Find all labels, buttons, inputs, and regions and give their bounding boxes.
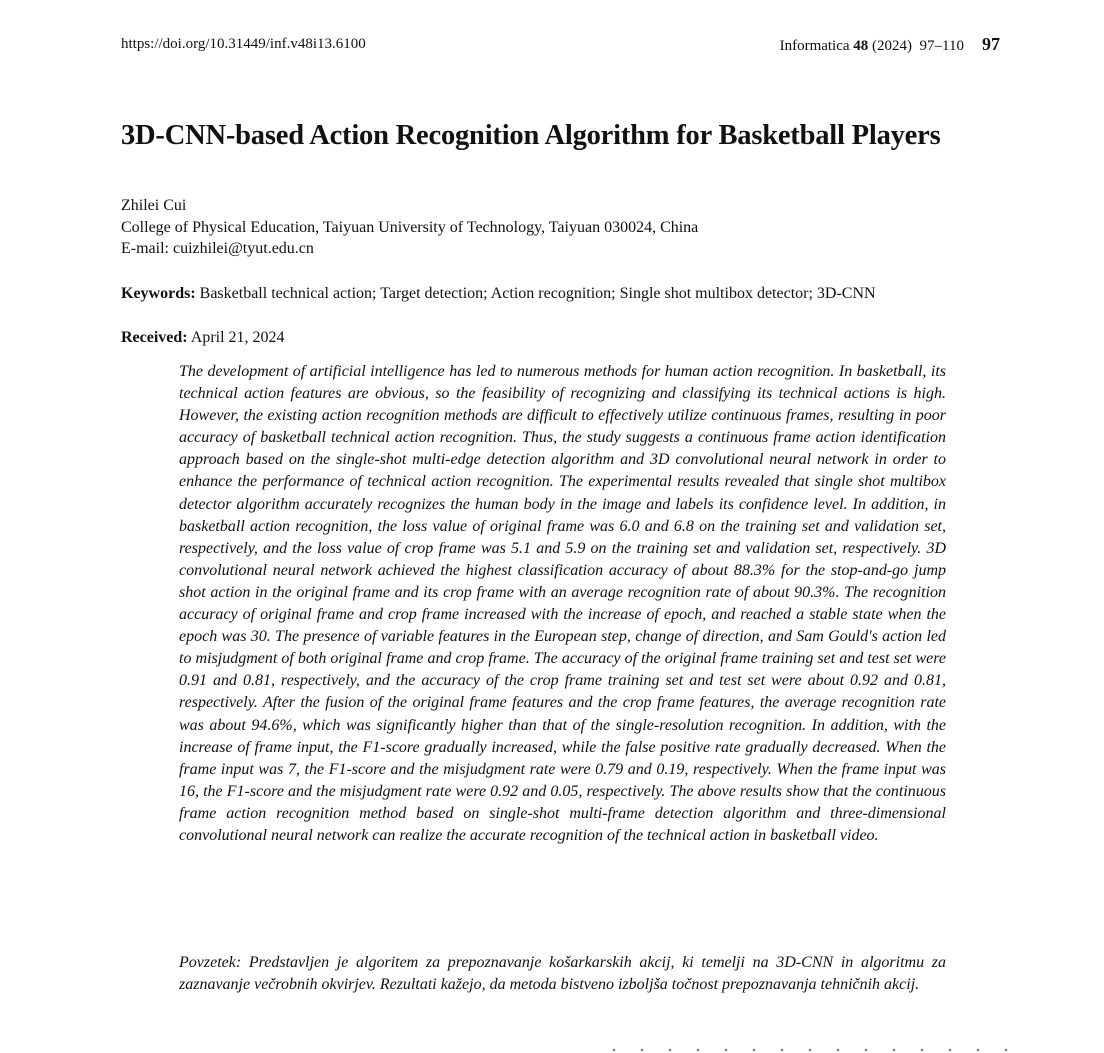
journal-volume: 48 (853, 38, 869, 54)
doi-link[interactable]: https://doi.org/10.31449/inf.v48i13.6100 (121, 36, 366, 52)
abstract: The development of artificial intelligence has led to numerous methods for human action recognition. In basketball, its technical action features are obvious, so the feasibility of recognizing and classifying its technical actions is high. However, the existing action recognition methods are difficult to effectively utilize continuous frames, resulting in poor accuracy of basketball technical action recognition. Thus, the study suggests a continuous frame action identification approach based on the single-shot multi-edge detection algorithm and 3D convolutional neural network in order to enhance the performance of technical action recognition. The experimental results revealed that single shot multibox detector algorithm accurately recognizes the human body in the image and labels its confidence level. In addition, in basketball action recognition, the loss value of original frame was 6.0 and 6.8 on the training set and validation set, respectively, and the loss value of crop frame was 5.1 and 5.9 on the training set and validation set, respectively. 3D convolutional neural network achieved the highest classification accuracy of about 88.3% for the stop-and-go jump shot action in the original frame and its crop frame with an average recognition rate of about 90.3%. The recognition accuracy of original frame and crop frame increased with the increase of epoch, and reached a stable state when the epoch was 30. The presence of variable features in the European step, change of direction, and Sam Gould's action led to misjudgment of both original frame and crop frame. The accuracy of the original frame training set and test set were 0.91 and 0.81, respectively, and the accuracy of the crop frame training set and test set were about 0.92 and 0.81, respectively. After the fusion of the original frame features and the crop frame features, the average recognition rate was about 94.6%, which was significantly higher than that of the single-resolution recognition. In addition, with the increase of frame input, the F1-score gradually increased, while the false positive rate gradually decreased. When the frame input was 7, the F1-score and the misjudgment rate were 0.79 and 0.19, respectively. When the frame input was 16, the F1-score and the misjudgment rate were 0.92 and 0.05, respectively. The above results show that the continuous frame action recognition method based on single-shot multi-frame detection algorithm and three-dimensional convolutional neural network can realize the accurate recognition of the technical action in basketball video. (179, 363, 946, 844)
author-name: Zhilei Cui (121, 197, 187, 214)
journal-pages: 97–110 (919, 38, 964, 54)
author-affiliation: College of Physical Education, Taiyuan University of Technology, Taiyuan 030024, China (121, 218, 699, 236)
received-date: April 21, 2024 (190, 329, 285, 346)
received-line (121, 329, 285, 347)
paper-title: 3D-CNN-based Action Recognition Algorithm for Basketball Players (121, 120, 941, 151)
keywords-label: Keywords: (121, 285, 196, 302)
journal-year: (2024) (872, 38, 913, 54)
page-number: 97 (982, 34, 1000, 54)
received-label: Received: (121, 329, 188, 346)
author-email: E-mail: cuizhilei@tyut.edu.cn (121, 240, 314, 257)
running-header (121, 36, 1000, 56)
cut-off-text-line (600, 1047, 1010, 1053)
author-block (121, 195, 698, 260)
keywords-text: Basketball technical action; Target detection; Action recognition; Single shot multibox detector; 3D-CNN (199, 285, 876, 302)
keywords-line (121, 285, 876, 303)
journal-citation (780, 34, 1000, 55)
journal-name: Informatica (779, 38, 850, 54)
povzetek-summary: Povzetek: Predstavljen je algoritem za prepoznavanje košarkarskih akcij, ki temelji na 3D-CNN in algoritmu za zaznavanje večrobnih okvirjev. Rezultati kažejo, da metoda bistveno izboljša točnost prepoznavanja tehničnih akcij. (179, 954, 946, 994)
